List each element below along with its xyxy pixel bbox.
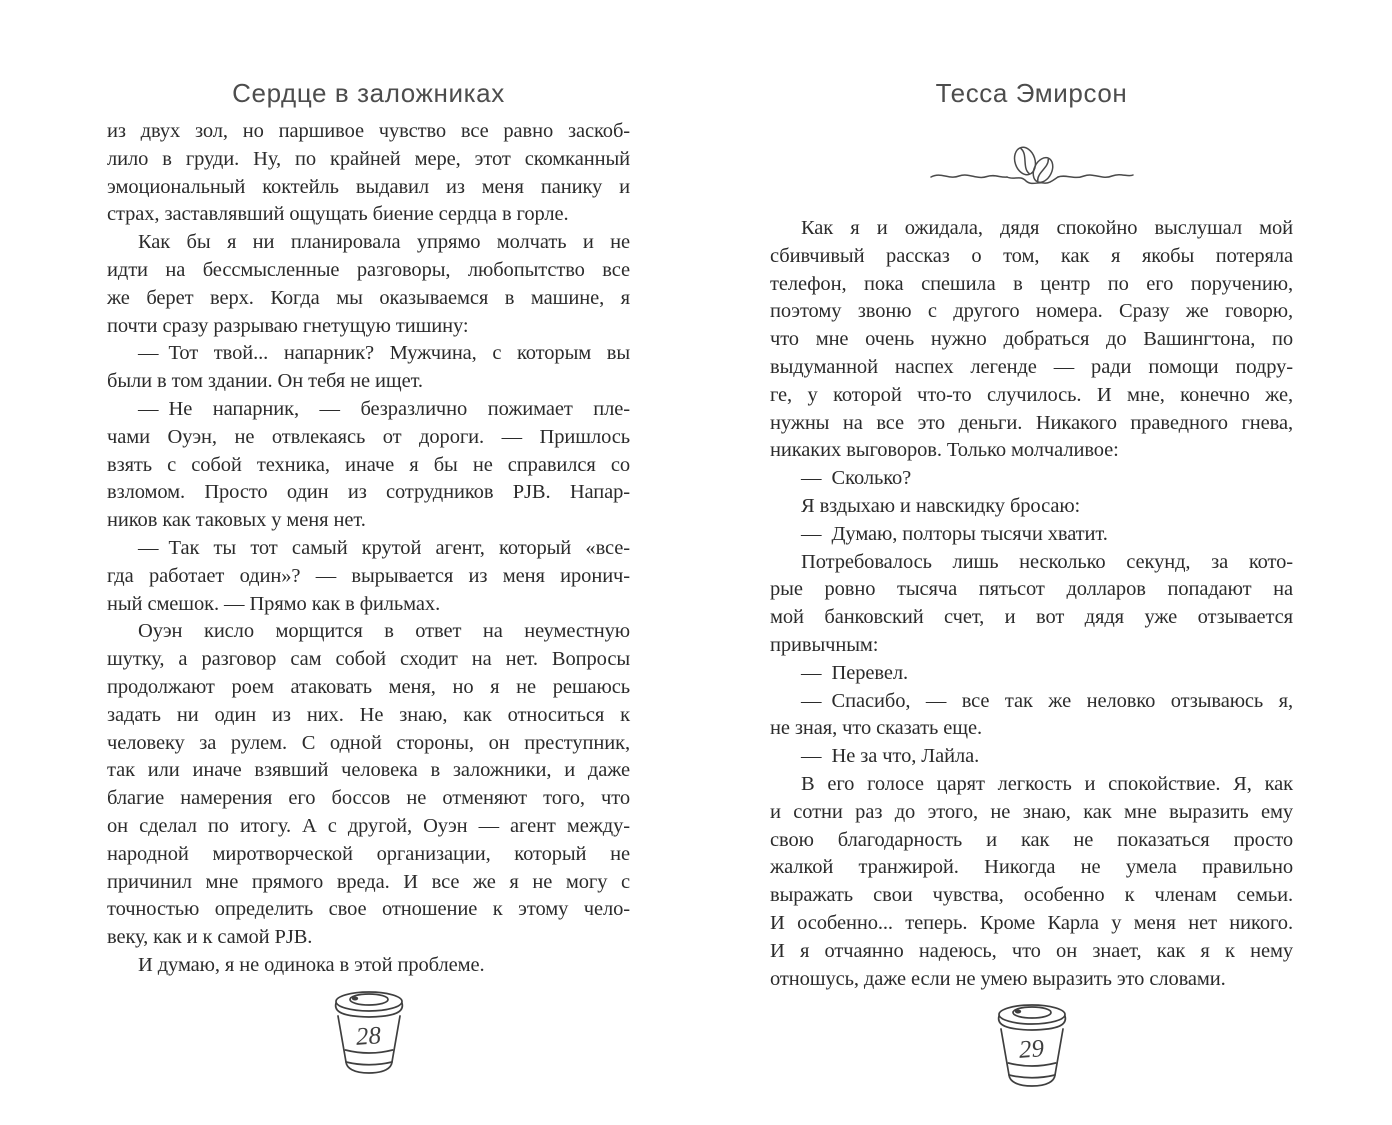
text-line: сбивчивый рассказ о том, как я якобы потеряла <box>770 244 1293 267</box>
text-line: и сотни раз до этого, не знаю, как мне выразить ему <box>770 800 1293 823</box>
text-line: — Думаю, полторы тысячи хватит. <box>801 522 1108 545</box>
text-line: человеку за рулем. С одной стороны, он преступник, <box>107 731 630 754</box>
page-right <box>696 0 1392 1125</box>
text-line: отношусь, даже если не умею выразить это словами. <box>770 967 1226 990</box>
text-line: лило в груди. Ну, по крайней мере, этот скомканный <box>107 147 630 170</box>
text-line: — Спасибо, — все так же неловко отзываюсь я, <box>801 689 1293 712</box>
coffee-cup-icon <box>323 986 415 1080</box>
text-line: веку, как и к самой PJB. <box>107 926 313 949</box>
text-line: народной миротворческой организации, который не <box>107 842 630 865</box>
page-right-text <box>770 215 1293 993</box>
text-line: Как бы я ни планировала упрямо молчать и не <box>138 231 630 254</box>
chapter-divider <box>770 140 1293 196</box>
text-line: — Перевел. <box>801 661 909 684</box>
text-line: так или иначе взявший человека в заложники, и даже <box>107 759 630 782</box>
text-line: Я вздыхаю и навскидку бросаю: <box>801 494 1081 517</box>
text-line: чами Оуэн, не отвлекаясь от дороги. — Пришлось <box>107 425 630 448</box>
text-line: рые ровно тысяча пятьсот долларов попадают на <box>770 578 1293 601</box>
page-number-right: 29 <box>1017 1035 1045 1065</box>
text-line: мой банковский счет, и вот дядя уже отзывается <box>770 606 1293 629</box>
text-line: привычным: <box>770 633 879 656</box>
text-line: телефон, пока спешила в центр по его поручению, <box>770 272 1293 295</box>
text-line: страх, заставлявший ощущать биение сердца в горле. <box>107 203 569 226</box>
text-line: он сделал по итогу. А с другой, Оуэн — агент между- <box>107 814 630 837</box>
text-line: И особенно... теперь. Кроме Карла у меня нет никого. <box>770 911 1293 934</box>
text-line: свою благодарность и как не показаться просто <box>770 828 1293 851</box>
text-line: — Так ты тот самый крутой агент, который «все- <box>138 536 630 559</box>
page-marker-right <box>770 999 1293 1093</box>
text-line: продолжают роем атаковать меня, но я не решаюсь <box>107 675 630 698</box>
page-marker-left <box>107 986 630 1080</box>
text-line: никаких выговоров. Только молчаливое: <box>770 439 1119 462</box>
text-line: выражать свои чувства, особенно к членам семьи. <box>770 884 1293 907</box>
running-head-right: Тесса Эмирсон <box>935 78 1128 108</box>
text-line: взять с собой техника, иначе я бы не справился со <box>107 453 630 476</box>
text-line: гда работает один»? — вырывается из меня иронич- <box>107 564 630 587</box>
text-line: — Тот твой... напарник? Мужчина, с которым вы <box>138 342 630 365</box>
text-line: эмоциональный коктейль выдавил из меня панику и <box>107 175 630 198</box>
text-line: нужны на все это деньги. Никакого праведного гнева, <box>770 411 1293 434</box>
page-left-text <box>107 118 630 980</box>
text-line: из двух зол, но паршивое чувство все равно заскоб- <box>107 120 630 142</box>
text-line: жалкой транжирой. Никогда не умела правильно <box>770 856 1293 879</box>
text-line: почти сразу разрываю гнетущую тишину: <box>107 314 469 337</box>
text-line: ный смешок. — Прямо как в фильмах. <box>107 592 441 615</box>
running-head-left: Сердце в заложниках <box>232 78 505 108</box>
text-line: взломом. Просто один из сотрудников PJB. Напар- <box>107 481 630 504</box>
text-line: И думаю, я не одинока в этой проблеме. <box>138 953 485 976</box>
text-line: задать ни один из них. Не знаю, как относиться к <box>107 703 630 726</box>
text-line: — Не напарник, — безразлично пожимает пле- <box>138 397 630 420</box>
text-line: Как я и ожидала, дядя спокойно выслушал мой <box>801 217 1293 239</box>
coffee-beans-divider-icon <box>927 140 1137 196</box>
text-line: благие намерения его боссов не отменяют того, что <box>107 787 630 810</box>
text-line: И я отчаянно надеюсь, что он знает, как я к нему <box>770 939 1293 962</box>
text-line: что мне очень нужно добраться до Вашингтона, по <box>770 328 1293 351</box>
text-line: шутку, а разговор сам собой сходит на нет. Вопросы <box>107 648 630 671</box>
text-line: ников как таковых у меня нет. <box>107 509 366 532</box>
text-line: Оуэн кисло морщится в ответ на неуместную <box>138 620 630 643</box>
text-line: — Сколько? <box>801 467 912 490</box>
coffee-cup-icon <box>986 999 1078 1093</box>
text-line: причинил мне прямого вреда. И все же я не могу с <box>107 870 630 893</box>
text-line: В его голосе царят легкость и спокойствие. Я, как <box>801 772 1293 795</box>
text-line: же берет верх. Когда мы оказываемся в машине, я <box>107 286 630 309</box>
text-line: идти на бессмысленные разговоры, любопытство все <box>107 258 630 281</box>
page-number-left: 28 <box>354 1021 382 1051</box>
text-line: не зная, что сказать еще. <box>770 717 982 740</box>
text-line: — Не за что, Лайла. <box>801 745 980 768</box>
text-line: были в том здании. Он тебя не ищет. <box>107 370 423 393</box>
text-line: выдуманной наспех легенде — ради помощи подру- <box>770 355 1293 378</box>
text-line: поэтому звоню с другого номера. Сразу же говорю, <box>770 300 1293 323</box>
text-line: ге, у которой что-то случилось. И мне, конечно же, <box>770 383 1293 406</box>
text-line: Потребовалось лишь несколько секунд, за кото- <box>801 550 1293 573</box>
text-line: точностью определить свое отношение к этому чело- <box>107 898 630 921</box>
